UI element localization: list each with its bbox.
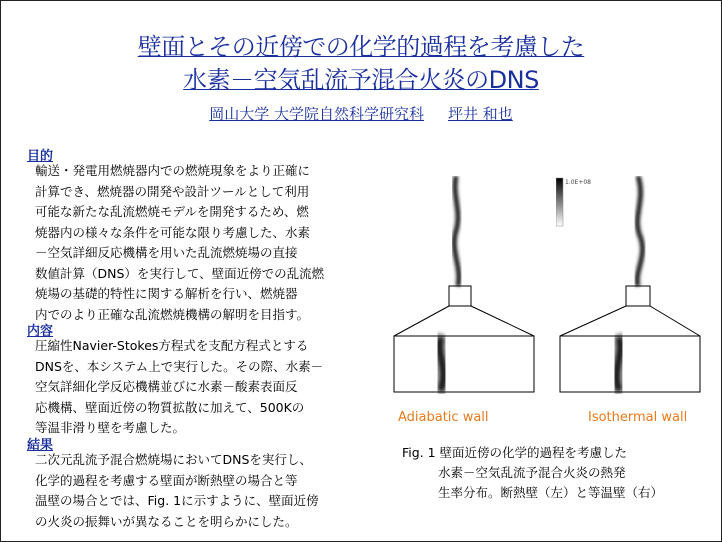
author-name: 坪井 和也: [448, 105, 513, 123]
title-line-2: 水素－空気乱流予混合火炎のDNS: [183, 66, 539, 94]
text-line: 温壁の場合とでは、Fig. 1に示すように、壁面近傍: [35, 493, 319, 508]
caption-line: 水素－空気乱流予混合火炎の熱発: [438, 465, 626, 480]
heat-release-panel-adiabatic: [390, 176, 538, 394]
author-line: [0, 103, 722, 124]
text-line: 空気詳細化学反応機構並びに水素－酸素表面反: [35, 379, 298, 394]
label-adiabatic-wall: Adiabatic wall: [398, 410, 489, 425]
text-line: 二次元乱流予混合燃焼場においてDNSを実行し、: [35, 452, 312, 467]
section-body-purpose: [35, 161, 375, 325]
section-body-results: [35, 450, 375, 532]
text-line: 等温非滑り壁を考慮した。: [35, 420, 186, 435]
flame-front-zoomed: [440, 336, 444, 392]
text-line: 輸送・発電用燃焼器内での燃焼現象をより正確に: [35, 163, 311, 178]
section-body-content: [35, 336, 375, 439]
text-line: 可能な新たな乱流燃焼モデルを開発するため、燃: [35, 204, 309, 219]
text-line: 焼器内の様々な条件を可能な限り考慮した、水素: [35, 224, 311, 240]
text-line: の火炎の振舞いが異なることを明らかにした。: [35, 513, 298, 529]
text-line: DNSを、本システム上で実行した。その際、水素－: [35, 358, 324, 374]
text-line: 応機構、壁面近傍の物質拡散に加えて、500Kの: [35, 399, 305, 415]
zoom-inset: [560, 336, 700, 392]
figure-caption: [402, 443, 712, 503]
flame-front-upper: [637, 176, 642, 286]
section-heading-content: 内容: [27, 324, 54, 339]
heat-release-panel-isothermal: [556, 176, 704, 394]
text-line: 数値計算（DNS）を実行して、壁面近傍での乱流燃: [35, 265, 325, 281]
text-line: 化学的過程を考慮する壁面が断熱壁の場合と等: [35, 472, 298, 488]
title-line-1: 壁面とその近傍での化学的過程を考慮した: [137, 33, 585, 61]
zoom-box: [626, 286, 650, 306]
zoom-line-left: [560, 306, 626, 336]
colorbar: [556, 178, 563, 226]
zoom-inset: [394, 336, 534, 392]
zoom-line-right: [650, 306, 700, 336]
section-heading-purpose: 目的: [27, 149, 54, 164]
text-line: 計算でき、燃焼器の開発や設計ツールとして利用: [35, 183, 310, 199]
zoom-box: [449, 286, 471, 306]
zoom-line-right: [471, 306, 534, 336]
affiliation: 岡山大学 大学院自然科学研究科: [209, 105, 424, 123]
caption-line: Fig. 1 壁面近傍の化学的過程を考慮した: [402, 445, 628, 460]
text-line: －空気詳細反応機構を用いた乱流燃焼場の直接: [35, 245, 298, 260]
label-isothermal-wall: Isothermal wall: [588, 410, 688, 425]
flame-front-zoomed: [617, 336, 621, 392]
flame-front-upper: [454, 176, 459, 286]
text-line: 焼場の基礎的特性に関する解析を行い、燃焼器: [35, 286, 298, 301]
zoom-line-left: [394, 306, 449, 336]
section-heading-results: 結果: [27, 438, 54, 453]
caption-line: 生率分布。断熱壁（左）と等温壁（右）: [438, 485, 664, 500]
text-line: 圧縮性Navier-Stokes方程式を支配方程式とする: [35, 338, 309, 353]
colorbar-label: 1.0E+08: [565, 179, 591, 186]
text-line: 内でのより正確な乱流燃焼機構の解明を目指す。: [35, 306, 310, 322]
